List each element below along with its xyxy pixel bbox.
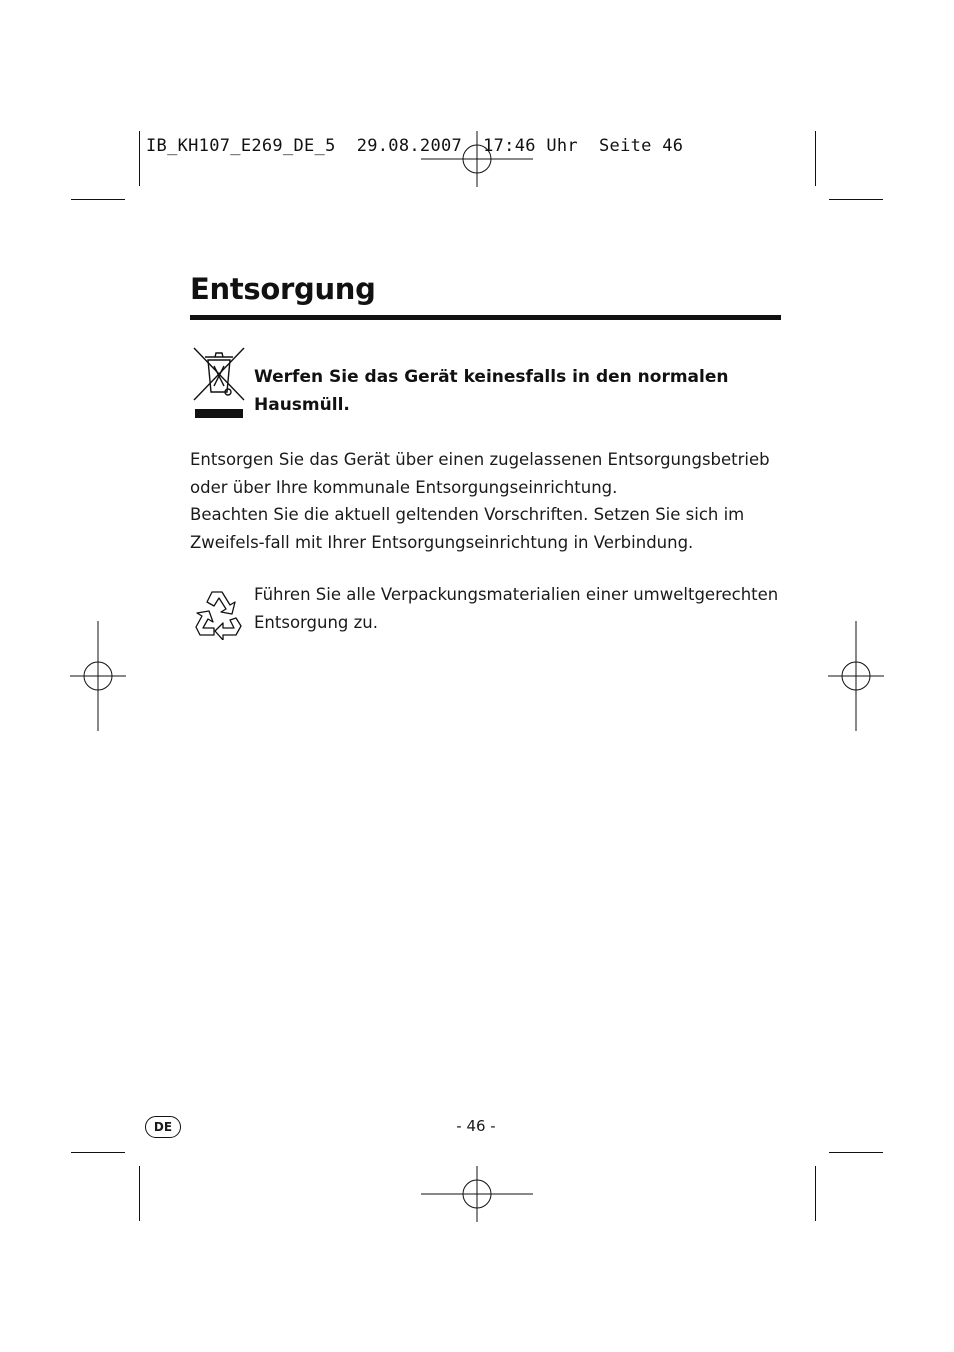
registration-mark-icon bbox=[70, 621, 126, 731]
crop-mark bbox=[815, 131, 816, 186]
crop-mark bbox=[815, 1166, 816, 1221]
page-number: - 46 - bbox=[456, 1117, 496, 1135]
crop-mark bbox=[139, 131, 140, 186]
disposal-warning: Werfen Sie das Gerät keinesfalls in den normalen Hausmüll. bbox=[254, 367, 729, 415]
registration-mark-icon bbox=[421, 131, 533, 187]
paragraph: Beachten Sie die aktuell geltenden Vorschriften. Setzen Sie sich im Zweifels-fall mit Ihrer Entsorgungseinrichtung in Verbindung. bbox=[190, 505, 745, 552]
recycling-note: Führen Sie alle Verpackungsmaterialien einer umweltgerechten Entsorgung zu. bbox=[254, 585, 779, 632]
title-rule bbox=[190, 315, 781, 320]
registration-mark-icon bbox=[421, 1166, 533, 1222]
crop-mark bbox=[71, 199, 125, 200]
registration-mark-icon bbox=[828, 621, 884, 731]
language-badge: DE bbox=[145, 1116, 181, 1138]
paragraph: Entsorgen Sie das Gerät über einen zugelassenen Entsorgungsbetrieb oder über Ihre kommunale Entsorgungseinrichtung. bbox=[190, 450, 770, 497]
print-slug: IB_KH107_E269_DE_5 29.08.2007 17:46 Uhr Seite 46 bbox=[146, 136, 684, 156]
disposal-instructions bbox=[190, 446, 790, 556]
recycling-arrows-icon bbox=[192, 586, 246, 640]
section-title: Entsorgung bbox=[190, 272, 376, 306]
crop-mark bbox=[139, 1166, 140, 1221]
crop-mark bbox=[829, 199, 883, 200]
crossed-out-wheelie-bin-icon bbox=[192, 346, 246, 422]
crop-mark bbox=[829, 1152, 883, 1153]
crop-mark bbox=[71, 1152, 125, 1153]
